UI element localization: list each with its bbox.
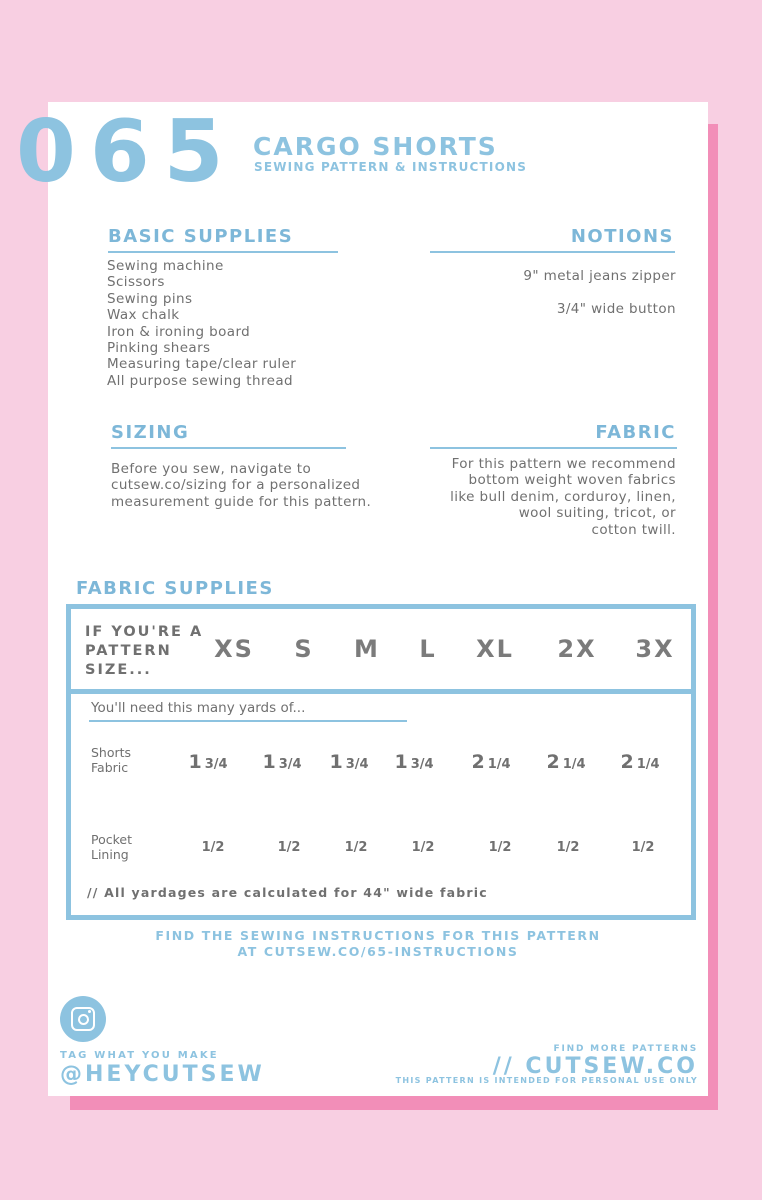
instagram-handle[interactable]: @HEYCUTSEW (60, 1062, 265, 1087)
shorts-fabric-cell (250, 751, 314, 773)
notions-rule (430, 251, 675, 253)
cell-whole: 1 (262, 751, 276, 773)
cell-frac: 1/4 (487, 757, 511, 772)
fabric-rule (430, 447, 677, 449)
pocket-lining-cell: 1/2 (277, 840, 301, 855)
pattern-card (16, 102, 708, 1096)
row-label-line: Shorts (91, 745, 132, 760)
pocket-lining-cell: 1/2 (488, 840, 512, 855)
size-prompt (85, 623, 203, 680)
size-header: 2X (557, 635, 597, 663)
sizing-line: measurement guide for this pattern. (111, 493, 372, 510)
yardage-note: // All yardages are calculated for 44" wide fabric (87, 885, 488, 900)
shorts-fabric-cell (176, 751, 240, 773)
size-header: XL (476, 635, 514, 663)
pocket-lining-cell: 1/2 (556, 840, 580, 855)
size-header: M (354, 635, 380, 663)
pocket-lining-cell: 1/2 (411, 840, 435, 855)
fabric-line: wool suiting, tricot, or (518, 505, 676, 522)
fabric-line: cotton twill. (591, 521, 676, 538)
cell-whole: 1 (394, 751, 408, 773)
shorts-fabric-cell (534, 751, 598, 773)
cell-whole: 1 (188, 751, 202, 773)
cell-frac: 3/4 (204, 757, 228, 772)
fabric-line: like bull denim, corduroy, linen, (450, 488, 676, 505)
list-item: Measuring tape/clear ruler (107, 356, 297, 373)
size-prompt-line: SIZE... (85, 662, 152, 678)
size-header: 3X (635, 635, 675, 663)
instructions-callout (48, 928, 708, 960)
site-link[interactable]: // CUTSEW.CO (492, 1054, 698, 1079)
notions-item: 3/4" wide button (556, 301, 676, 317)
pocket-lining-cell: 1/2 (344, 840, 368, 855)
list-item: Sewing pins (107, 290, 193, 307)
instructions-line: FIND THE SEWING INSTRUCTIONS FOR THIS PATTERN (155, 928, 601, 943)
cell-whole: 2 (471, 751, 485, 773)
size-header: XS (214, 635, 254, 663)
cell-frac: 3/4 (278, 757, 302, 772)
pattern-title: CARGO SHORTS (253, 132, 498, 161)
row-label-line: Pocket (91, 832, 132, 847)
sizing-line: cutsew.co/sizing for a personalized (111, 477, 361, 494)
list-item: Iron & ironing board (107, 323, 251, 340)
cell-frac: 3/4 (345, 757, 369, 772)
fabric-supplies-heading: FABRIC SUPPLIES (76, 578, 274, 599)
table-divider (71, 689, 691, 694)
row-label-line: Fabric (91, 760, 129, 775)
size-header: S (294, 635, 314, 663)
pocket-lining-cell: 1/2 (201, 840, 225, 855)
fabric-line: bottom weight woven fabrics (468, 472, 676, 489)
fabric-line: For this pattern we recommend (451, 456, 676, 472)
sizing-line: Before you sew, navigate to (111, 461, 312, 477)
pattern-subtitle: SEWING PATTERN & INSTRUCTIONS (254, 160, 528, 174)
list-item: All purpose sewing thread (107, 372, 293, 389)
personal-use-note: THIS PATTERN IS INTENDED FOR PERSONAL USE ONLY (395, 1076, 698, 1085)
list-item: Sewing machine (107, 258, 224, 274)
tag-line: TAG WHAT YOU MAKE (60, 1050, 219, 1061)
shorts-fabric-cell (459, 751, 523, 773)
sizing-rule (111, 447, 346, 449)
row-label-shorts-fabric (91, 745, 131, 775)
notions-heading: NOTIONS (570, 226, 674, 247)
sizing-heading: SIZING (111, 422, 190, 443)
row-label-pocket-lining (91, 832, 132, 862)
list-item: Pinking shears (107, 340, 211, 357)
instructions-link[interactable]: AT CUTSEW.CO/65-INSTRUCTIONS (237, 944, 519, 959)
cell-whole: 2 (620, 751, 634, 773)
yardage-label: You'll need this many yards of... (91, 700, 306, 716)
pocket-lining-cell: 1/2 (631, 840, 655, 855)
basic-supplies-heading: BASIC SUPPLIES (108, 226, 294, 247)
list-item: Wax chalk (107, 307, 180, 324)
fabric-supplies-table (66, 604, 696, 920)
shorts-fabric-cell (317, 751, 381, 773)
shorts-fabric-cell (382, 751, 446, 773)
fabric-heading: FABRIC (595, 422, 676, 443)
cell-whole: 1 (329, 751, 343, 773)
fabric-text (450, 456, 676, 538)
cell-whole: 2 (546, 751, 560, 773)
instagram-icon[interactable] (60, 996, 106, 1042)
list-item: Scissors (107, 274, 165, 291)
yardage-rule (89, 720, 407, 722)
size-prompt-line: PATTERN (85, 643, 172, 659)
size-prompt-line: IF YOU'RE A (85, 624, 204, 640)
row-label-line: Lining (91, 847, 129, 862)
basic-supplies-list (107, 258, 296, 389)
find-more-label: FIND MORE PATTERNS (553, 1044, 698, 1054)
basic-supplies-rule (108, 251, 338, 253)
cell-frac: 3/4 (410, 757, 434, 772)
pattern-number: 065 (16, 102, 238, 202)
cell-frac: 1/4 (636, 757, 660, 772)
notions-item: 9" metal jeans zipper (523, 268, 676, 284)
shorts-fabric-cell (608, 751, 672, 773)
cell-frac: 1/4 (562, 757, 586, 772)
size-header: L (419, 635, 437, 663)
sizing-text (111, 461, 371, 510)
